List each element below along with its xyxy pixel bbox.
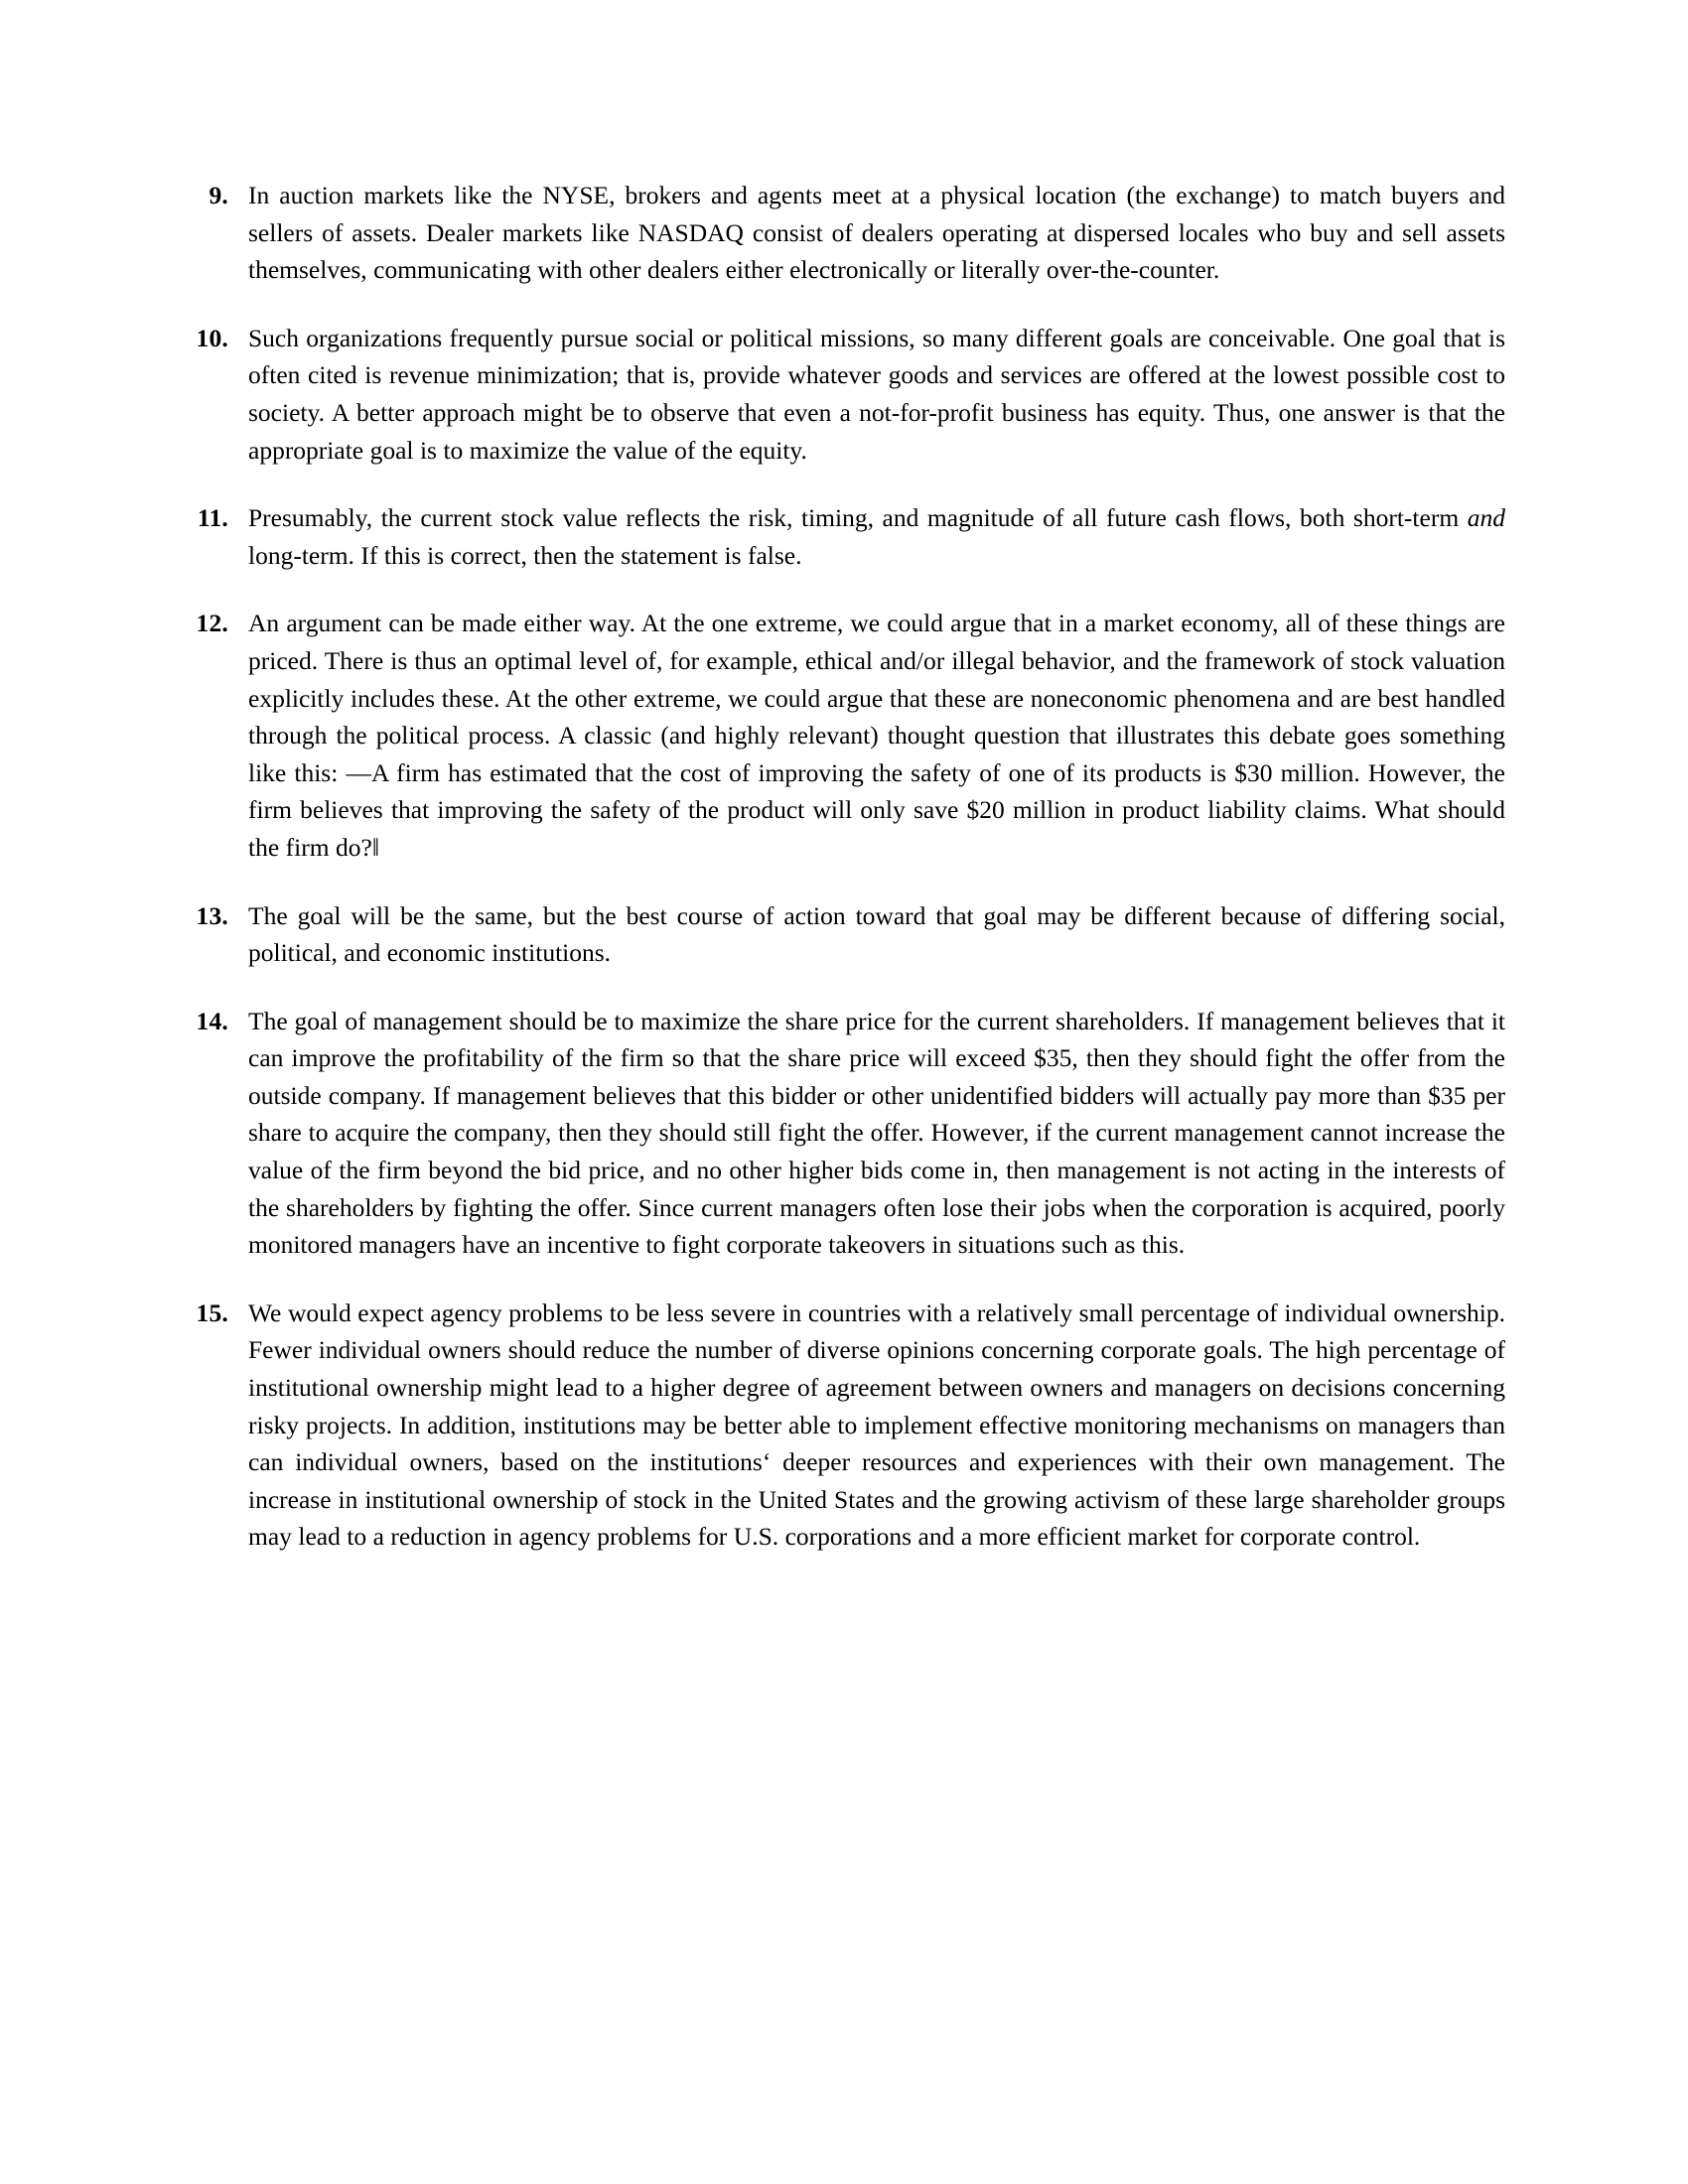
item-number: 13. — [196, 900, 228, 930]
item-text: Such organizations frequently pursue social or political missions, so many different goals are conceivable. One goal that is often cited is revenue minimization; that is, provide whatever goods and services are offered at the lowest possible cost to society. A better approach might be to observe that even a not-for-profit business has equity. Thus, one answer is that the appropriate goal is to maximize the value of the equity. — [248, 323, 1505, 465]
item-number: 15. — [196, 1297, 228, 1327]
solutions-list — [177, 177, 1505, 1586]
item-number: 11. — [197, 503, 228, 533]
italic-emphasis: and — [1467, 503, 1505, 533]
item-number: 14. — [196, 1006, 228, 1035]
item-number: 10. — [196, 323, 228, 352]
item-text: We would expect agency problems to be less severe in countries with a relatively small percentage of individual ownership. Fewer individual owners should reduce the number of diverse opinions concerning corporate goals. The high percentage of institutional ownership might lead to a higher degree of agreement between owners and managers on decisions concerning risky projects. In addition, institutions may be better able to implement effective monitoring mechanisms on managers than can individual owners, based on the institutions‘ deeper resources and experiences with their own management. The increase in institutional ownership of stock in the United States and the growing activism of these large shareholder groups may lead to a reduction in agency problems for U.S. corporations and a more efficient market for corporate control. — [248, 1297, 1505, 1552]
item-text-segment: long-term. If this is correct, then the statement is false. — [248, 540, 802, 570]
item-text: The goal of management should be to maximize the share price for the current shareholders. If management believes that it can improve the profitability of the firm so that the share price will exceed $35, then they should fight the offer from the outside company. If management believes that this bidder or other unidentified bidders will actually pay more than $35 per share to acquire the company, then they should still fight the offer. However, if the current management cannot increase the value of the firm beyond the bid price, and no other higher bids come in, then management is not acting in the interests of the shareholders by fighting the offer. Since current managers often lose their jobs when the corporation is acquired, poorly monitored managers have an incentive to fight corporate takeovers in situations such as this. — [248, 1006, 1505, 1260]
list-item — [177, 1295, 1505, 1556]
item-text: An argument can be made either way. At the one extreme, we could argue that in a market economy, all of these things are priced. There is thus an optimal level of, for example, ethical and/or illegal behavior, and the framework of stock valuation explicitly includes these. At the other extreme, we could argue that these are noneconomic phenomena and are best handled through the political process. A classic (and highly relevant) thought question that illustrates this debate goes something like this: ―A firm has estimated that the cost of improving the safety of one of its products is $30 million. However, the firm believes that improving the safety of the product will only save $20 million in product liability claims. What should the firm do?‖ — [248, 609, 1505, 862]
item-text-segment: Presumably, the current stock value reflects the risk, timing, and magnitude of all future cash flows, both short-term — [248, 503, 1468, 533]
list-item — [177, 605, 1505, 866]
item-text — [248, 499, 1505, 574]
list-item — [177, 499, 1505, 574]
list-item — [177, 177, 1505, 289]
item-text: In auction markets like the NYSE, brokers and agents meet at a physical location (the exchange) to match buyers and sellers of assets. Dealer markets like NASDAQ consist of dealers operating at dispersed locales who buy and sell assets themselves, communicating with other dealers either electronically or literally over-the-counter. — [248, 181, 1505, 285]
item-number: 12. — [196, 609, 228, 638]
item-number: 9. — [209, 181, 228, 209]
list-item — [177, 1003, 1505, 1264]
item-text: The goal will be the same, but the best course of action toward that goal may be different because of differing social, political, and economic institutions. — [248, 900, 1505, 968]
list-item — [177, 897, 1505, 972]
list-item — [177, 320, 1505, 469]
